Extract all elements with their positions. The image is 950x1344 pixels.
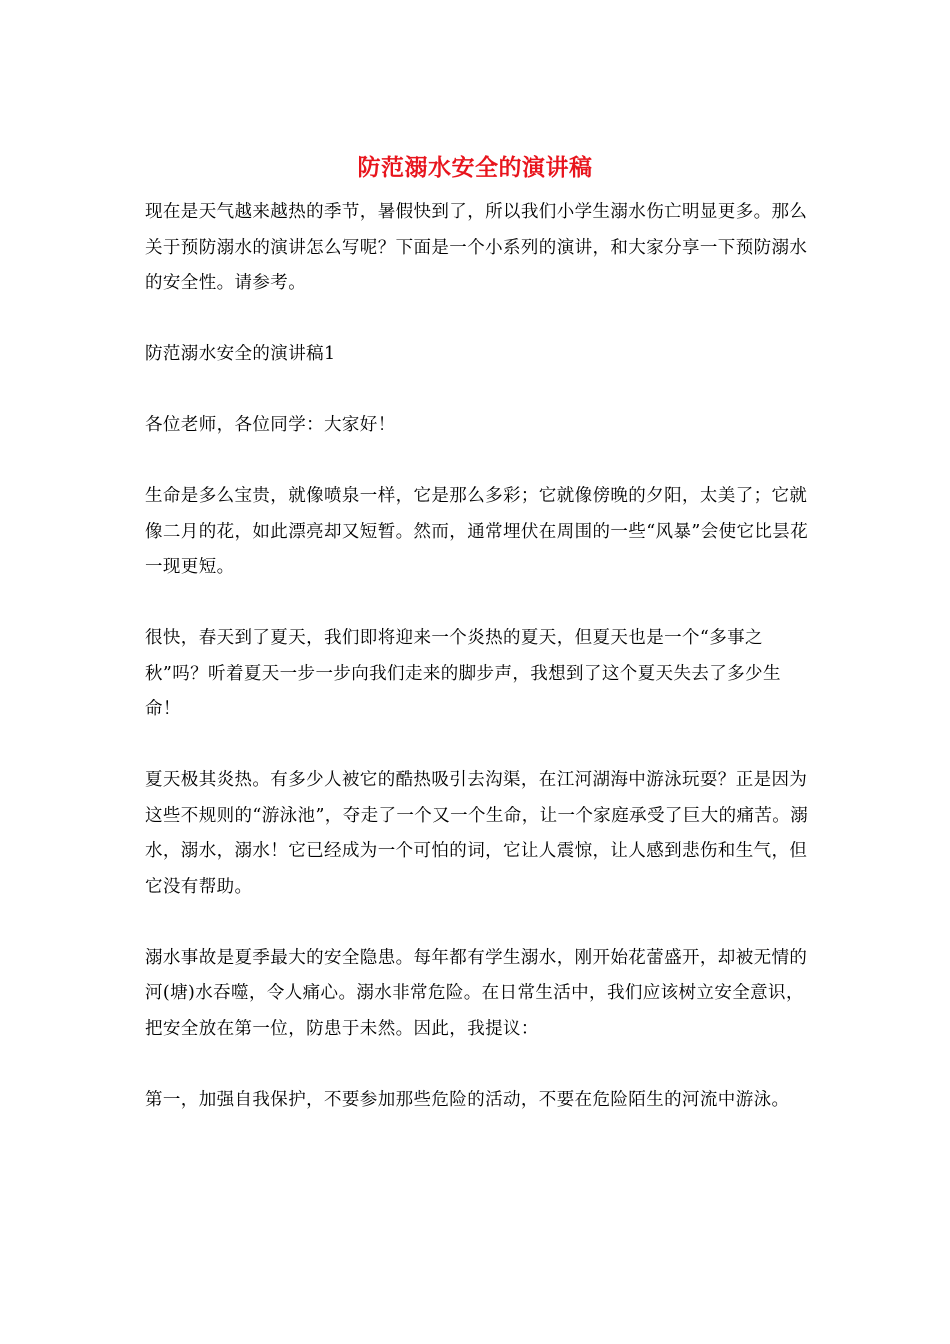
paragraph-gap (145, 1047, 815, 1083)
paragraph-gap (145, 373, 815, 409)
intro-paragraph: 现在是天气越来越热的季节，暑假快到了，所以我们小学生溺水伤亡明显更多。那么关于预防溺水的演讲怎么写呢？下面是一个小系列的演讲，和大家分享一下预防溺水的安全性。请参考。 (145, 202, 808, 293)
body-paragraph: 很快，春天到了夏天，我们即将迎来一个炎热的夏天，但夏天也是一个“多事之秋”吗？听着夏天一步一步向我们走来的脚步声，我想到了这个夏天失去了多少生命！ (145, 628, 781, 719)
paragraph-gap (145, 586, 815, 622)
body-paragraph: 夏天极其炎热。有多少人被它的酷热吸引去沟渠，在江河湖海中游泳玩耍？正是因为这些不规则的“游泳池”，夺走了一个又一个生命，让一个家庭承受了巨大的痛苦。溺水，溺水，溺水！它已经成为一个可怕的词，它让人震惊，让人感到悲伤和生气，但它没有帮助。 (145, 770, 809, 897)
paragraph-gap (145, 728, 815, 764)
section-heading: 防范溺水安全的演讲稿1 (145, 344, 336, 364)
paragraph-gap (145, 302, 815, 338)
document-title: 防范溺水安全的演讲稿 (357, 154, 593, 181)
paragraph-gap (145, 905, 815, 941)
body-paragraph: 第一，加强自我保护，不要参加那些危险的活动，不要在危险陌生的河流中游泳。 (145, 1089, 790, 1110)
paragraph-gap (145, 444, 815, 480)
greeting-paragraph: 各位老师，各位同学：大家好！ (145, 415, 396, 435)
document-body (145, 195, 815, 1118)
body-paragraph: 溺水事故是夏季最大的安全隐患。每年都有学生溺水，刚开始花蕾盛开，却被无情的河(塘)水吞噬，令人痛心。溺水非常危险。在日常生活中，我们应该树立安全意识，把安全放在第一位，防患于未然。因此，我提议： (145, 947, 808, 1039)
body-paragraph: 生命是多么宝贵，就像喷泉一样，它是那么多彩；它就像傍晚的夕阳，太美了；它就像二月的花，如此漂亮却又短暂。然而，通常埋伏在周围的一些“风暴”会使它比昙花一现更短。 (145, 486, 809, 577)
